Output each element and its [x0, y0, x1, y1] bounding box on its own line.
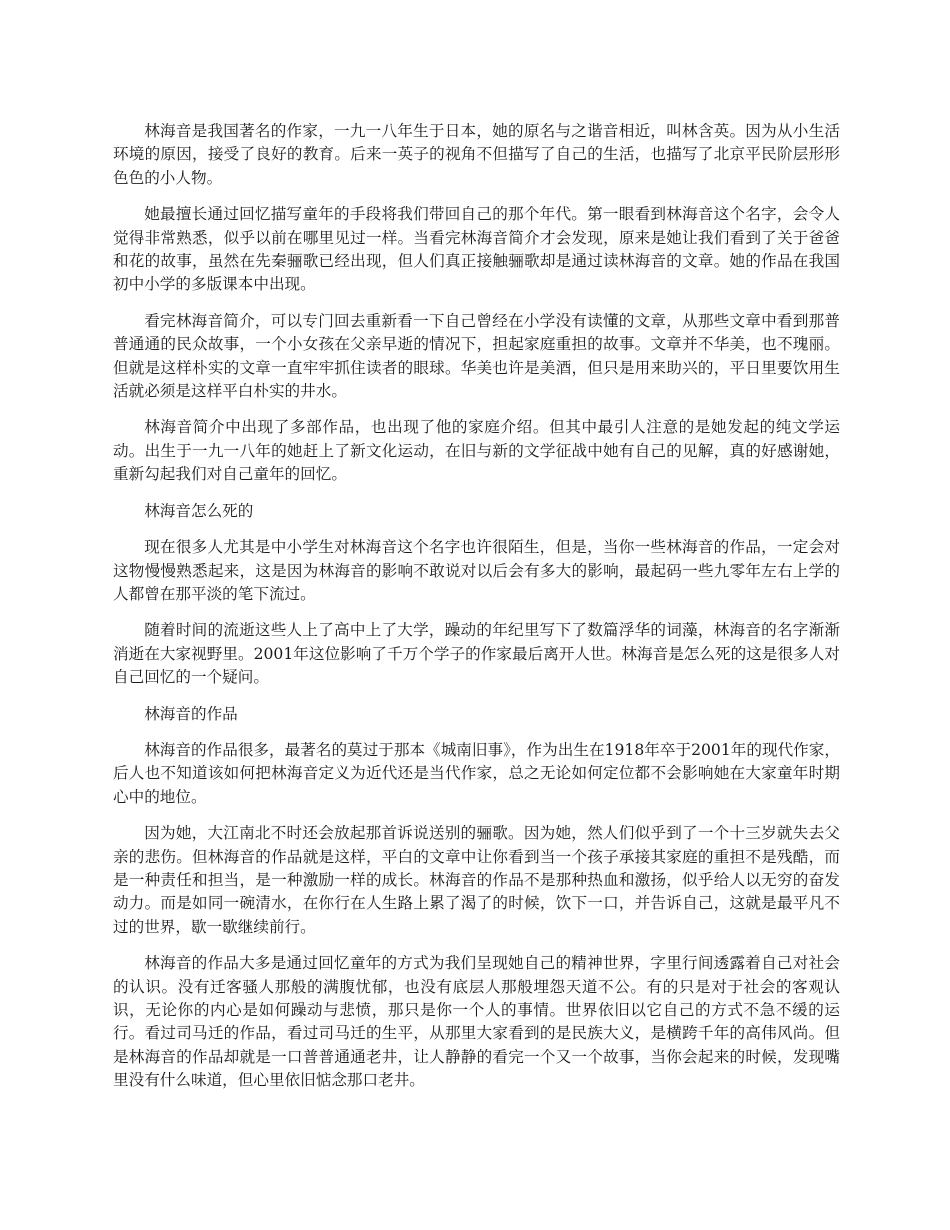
- section-heading-death: 林海音怎么死的: [144, 501, 254, 520]
- paragraph: 林海音的作品大多是通过回忆童年的方式为我们呈现她自己的精神世界，字里行间透露着自己对社会的认识。没有迁客骚人那般的满腹忧郁，也没有底层人那般埋怨天道不公。有的只是对于社会的客观认识，无论你的内心是如何躁动与悲愤，那只是你一个人的事情。世界依旧以它自己的方式不急不缓的运行。看过司马迁的作品，看过司马迁的生平，从那里大家看到的是民族大义，是横跨千年的高伟风尚。但是林海音的作品却就是一口普普通通老井，让人静静的看完一个又一个故事，当你会起来的时候，发现嘴里没有什么味道，但心里依旧惦念那口老井。: [113, 954, 840, 1090]
- paragraph: 随着时间的流逝这些人上了高中上了大学，躁动的年纪里写下了数篇浮华的词藻，林海音的名字渐渐消逝在大家视野里。2001年这位影响了千万个学子的作家最后离开人世。林海音是怎么死的这是很多人对自己回忆的一个疑问。: [113, 621, 840, 687]
- paragraph: 她最擅长通过回忆描写童年的手段将我们带回自己的那个年代。第一眼看到林海音这个名字，会令人觉得非常熟悉，似乎以前在哪里见过一样。当看完林海音简介才会发现，原来是她让我们看到了关于爸爸和花的故事，虽然在先秦骊歌已经出现，但人们真正接触骊歌却是通过读林海音的文章。她的作品在我国初中小学的多版课本中出现。: [113, 205, 840, 294]
- paragraph: 林海音是我国著名的作家，一九一八年生于日本，她的原名与之谐音相近，叫林含英。因为从小生活环境的原因，接受了良好的教育。后来一英子的视角不但描写了自己的生活，也描写了北京平民阶层形形色色的小人物。: [113, 122, 840, 187]
- paragraph: 林海音简介中出现了多部作品，也出现了他的家庭介绍。但其中最引人注意的是她发起的纯文学运动。出生于一九一八年的她赶上了新文化运动，在旧与新的文学征战中她有自己的见解，真的好感谢她，重新勾起我们对自己童年的回忆。: [113, 418, 840, 484]
- section-heading-works: 林海音的作品: [144, 704, 238, 723]
- paragraph: 现在很多人尤其是中小学生对林海音这个名字也许很陌生，但是，当你一些林海音的作品，一定会对这物慢慢熟悉起来，这是因为林海音的影响不敢说对以后会有多大的影响，最起码一些九零年左右上学的人都曾在那平淡的笔下流过。: [113, 538, 840, 603]
- paragraph: 因为她，大江南北不时还会放起那首诉说送别的骊歌。因为她，然人们似乎到了一个十三岁就失去父亲的悲伤。但林海音的作品就是这样，平白的文章中让你看到当一个孩子承接其家庭的重担不是残酷，而是一种责任和担当，是一种激励一样的成长。林海音的作品不是那种热血和激扬，似乎给人以无穷的奋发动力。而是如同一碗清水，在你行在人生路上累了渴了的时候，饮下一口，并告诉自己，这就是最平凡不过的世界，歇一歇继续前行。: [113, 824, 840, 936]
- paragraph: 林海音的作品很多，最著名的莫过于那本《城南旧事》，作为出生在1918年卒于2001年的现代作家，后人也不知道该如何把林海音定义为近代还是当代作家，总之无论如何定位都不会影响她在大家童年时期心中的地位。: [113, 740, 840, 806]
- document-body: [113, 120, 840, 1106]
- paragraph: 看完林海音简介，可以专门回去重新看一下自己曾经在小学没有读懂的文章，从那些文章中看到那普普通通的民众故事，一个小女孩在父亲早逝的情况下，担起家庭重担的故事。文章并不华美，也不瑰丽。但就是这样朴实的文章一直牢牢抓住读者的眼球。华美也许是美酒，但只是用来助兴的，平日里要饮用生活就必须是这样平白朴实的井水。: [113, 311, 840, 401]
